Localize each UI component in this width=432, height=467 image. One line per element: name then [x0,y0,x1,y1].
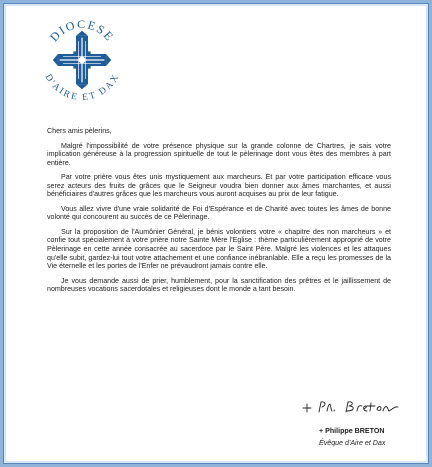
paragraph-4: Sur la proposition de l'Aumônier Général, je bénis volontiers votre « chapitre des non marcheurs » et confie tout spécialement à votre prière notre Sainte Mère l'Eglise : thème particulièrement approprié de votre Pèlerinage en cette année consacrée au sacerdoce par le Saint Père. Malgré les violences et les attaques qu'elle subit, gardez-lui tout votre attachement et une confiance inébranlable. Elle a reçu les promesses de la Vie éternelle et les portes de l'Enfer ne prévaudront jamais contre elle. [47,227,391,271]
letter-body [47,127,391,300]
paragraph-3: Vous allez vivre d'une vraie solidarité de Foi d'Espérance et de Charité avec toutes les âmes de bonne volonté qui concourent au succès de ce Pèlerinage. [47,204,391,222]
signer-title: Évêque d'Aire et Dax [319,439,386,447]
handwritten-signature [301,398,401,418]
signer-name: + Philippe BRETON [319,427,385,435]
paragraph-2: Par votre prière vous êtes unis mystiquement aux marcheurs. Et par votre participation efficace vous serez acteurs des fruits de grâces que le Seigneur voudra bien donner aux âmes marchantes, et aussi bénéficiaires d'autres grâces que les marcheurs vous auront acquises au prix de leur fatigue. [47,173,391,199]
paragraph-1: Malgré l'impossibilité de votre présence physique sur la grande colonne de Chartres, je sais votre implication généreuse à la progression spirituelle de tout le pèlerinage dont vous êtes des membres à part entière. [47,141,391,167]
logo-text-top: DIOCESE [46,17,118,45]
salutation: Chers amis pèlerins, [47,127,112,135]
logo-text-bottom: D'AIRE ET DAX [42,72,122,103]
diocese-logo [39,17,125,103]
paragraph-5: Je vous demande aussi de prier, humblement, pour la sanctification des prêtres et le jaillissement de nombreuses vocations sacerdotales et religieuses dont le monde a tant besoin. [47,276,391,294]
